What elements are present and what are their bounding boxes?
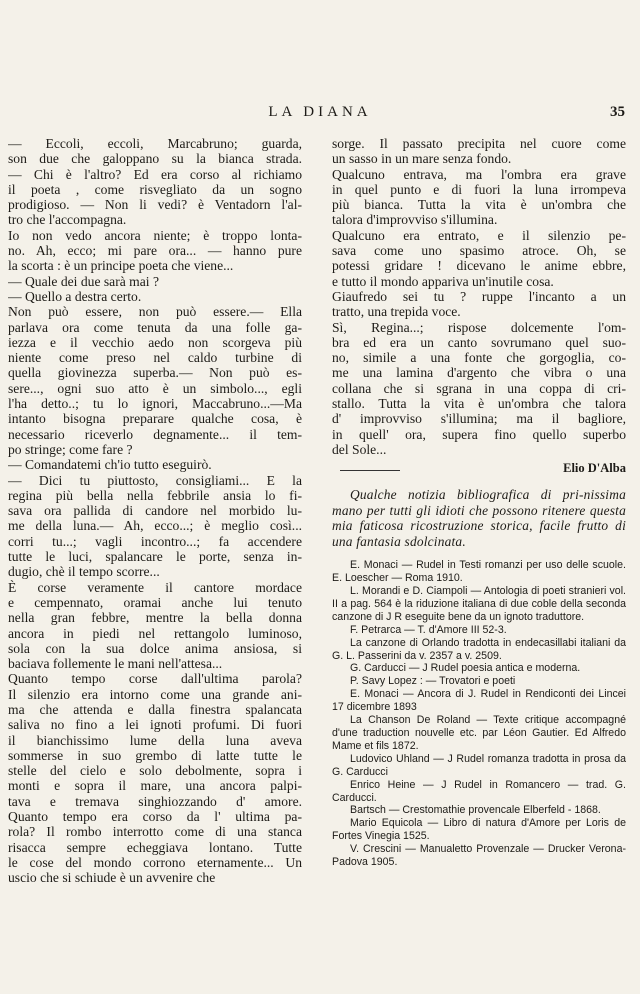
bibliography-entry: E. Monaci — Rudel in Testi romanzi per uso delle scuole. E. Loescher — Roma 1910. (332, 559, 626, 585)
text-line: son due che galoppano su la bianca strada. (8, 151, 302, 167)
text-line: sere..., ogni suo atto è un simbolo..., egli (8, 380, 302, 396)
bibliography-entry: V. Crescini — Manualetto Provenzale — Drucker Verona-Padova 1905. (332, 843, 626, 869)
text-line: ma che attenda e dalla finestra spalancata (8, 701, 302, 717)
text-line: la scorta : è un principe poeta che viene... (8, 258, 234, 274)
bibliography-list (332, 559, 626, 869)
text-line: bra ed era un canto sovrumano quel suo- (332, 334, 626, 350)
text-line: parlava ora come tenuta da una folle ga- (8, 319, 302, 335)
text-line: del Sole... (332, 441, 387, 457)
right-column-text (332, 136, 626, 457)
text-line: — Quello a destra certo. (8, 288, 142, 304)
text-line: quella giovinezza superba.— Non può es- (8, 365, 302, 381)
bibliography-entry: E. Monaci — Ancora di J. Rudel in Rendiconti dei Lincei 17 dicembre 1893 (332, 688, 626, 714)
text-line: — Quale dei due sarà mai ? (8, 273, 159, 289)
text-line: l'ha detto..; tu lo ignori, Maccabruno...—Ma (8, 396, 302, 412)
bibliography-entry: P. Savy Lopez : — Trovatori e poeti (350, 675, 516, 688)
text-line: Io non vedo ancora niente; è troppo lonta- (8, 227, 302, 243)
bibliography-entry: La Chanson De Roland — Texte critique accompagné d'une traduction nouvelle etc. par Léon Gautier. Ed Alfredo Mame et fils 1872. (332, 714, 626, 752)
text-line: in quel punto e di fuori la luna irrompeva (332, 181, 626, 197)
text-line: Sì, Regina...; rispose dolcemente l'om- (332, 319, 626, 335)
text-line: Giaufredo sei tu ? ruppe l'incanto a un (332, 288, 626, 304)
text-line: — Chi è l'altro? Ed era corso al richiamo (8, 166, 302, 182)
text-line: tutte le luci, spalancare le porte, senza in- (8, 549, 302, 565)
text-line: Qualcuno entrava, ma l'ombra era grave (332, 166, 626, 182)
text-line: sommerse in suo grembo di latte tutte le (8, 747, 302, 763)
running-title: LA DIANA (268, 104, 372, 120)
bibliography-entry: La canzone di Orlando tradotta in endecasillabi italiani da G. L. Passerini da v. 2357 a v. 2509. (332, 636, 626, 662)
text-line: e cempennato, oramai anche lui tenuto (8, 594, 302, 610)
text-line: no. Ah, ecco; mi pare ora... — hanno pure (8, 243, 302, 259)
author-signature: Elio D'Alba (563, 461, 626, 476)
bibliography-entry: L. Morandi e D. Ciampoli — Antologia di poeti stranieri vol. II a pag. 564 è la riduzione italiana di due coble della seconda canzone di J R eseguite bene da un ignoto traduttore. (332, 585, 626, 623)
text-line: stallo. Tutta la vita è un'ombra che talora (332, 396, 626, 412)
text-line: regina più bella nella febbrile ansia lo fi- (8, 487, 302, 503)
text-line: È corse veramente il cantore mordace (8, 579, 302, 595)
text-line: tro che l'accompagna. (8, 212, 127, 228)
text-line: Qualcuno era entrato, e il silenzio pe- (332, 227, 626, 243)
text-line: dugio, chè il tempo scorre... (8, 564, 160, 580)
text-line: rola? Il rombo interrotto come di una stanca (8, 824, 302, 840)
text-line: Quanto tempo corse dall'ultima parola? (8, 671, 302, 687)
text-line: niente come preso nel caldo turbine di (8, 350, 302, 366)
text-line: — Eccoli, eccoli, Marcabruno; guarda, (8, 136, 302, 151)
text-line: saliva no fino a lei ignoti profumi. Di fuori (8, 717, 302, 733)
signature-block (332, 461, 626, 479)
text-line: sava ora pallida di candore nel morbido lu- (8, 503, 302, 519)
text-line: baciava follemente le mani nell'attesa... (8, 656, 223, 672)
text-line: Quanto tempo era corso da l' ultima pa- (8, 809, 302, 825)
text-line: tava e tremava singhiozzando d' amore. (8, 793, 302, 809)
page-header (0, 102, 640, 126)
text-line: sola con la sua dolce anima ansiosa, si (8, 640, 302, 656)
text-line: collana che si sgrana in una coppa di cri- (332, 380, 626, 396)
text-line: sorge. Il passato precipita nel cuore come (332, 136, 626, 151)
text-line: Il silenzio era intorno come una grande ani- (8, 686, 302, 702)
text-line: monti e sopra il mare, una ancora palpi- (8, 778, 302, 794)
text-line: d' improvviso s'illumina; ma il bagliore, (332, 411, 626, 427)
text-line: sava come uno spasimo atroce. Oh, se (332, 243, 626, 259)
text-line: no, simile a una fonte che gorgoglia, co- (332, 350, 626, 366)
text-line: prodigioso. — Non li vedi? è Ventadorn l'al- (8, 197, 302, 213)
signature-rule (340, 470, 400, 471)
text-line: il poeta , come risvegliato da un sogno (8, 181, 302, 197)
text-line: po stringe; come fare ? (8, 441, 133, 457)
text-line: uscio che si schiude è un avvenire che (8, 870, 216, 886)
bibliography-entry: Ludovico Uhland — J Rudel romanza tradotta in prosa da G. Carducci (332, 752, 626, 778)
text-line: iezza e il vecchio aedo non scorgeva più (8, 334, 302, 350)
text-line: in quell' ora, supera fino quello superbo (332, 426, 626, 442)
bibliographic-note: Qualche notizia bibliografica di pri-nissima mano per tutti gli idioti che possono ritenere questa mia faticosa ricostruzione storica, facile frutto di una fantasia sdolcinata. (332, 487, 626, 549)
text-line: il bianchissimo lume della luna aveva (8, 732, 302, 748)
text-line: potessi gridare ! dicevano le anime ebbre, (332, 258, 626, 274)
page-number: 35 (610, 104, 625, 120)
text-line: e tutto il mondo appariva un'inutile cosa. (332, 273, 554, 289)
bibliography-entry: Mario Equicola — Libro di natura d'Amore per Loris de Fortes Vinegia 1525. (332, 817, 626, 843)
text-line: un sasso in un mare senza fondo. (332, 151, 512, 167)
text-line: Non può essere, non può essere.— Ella (8, 304, 302, 320)
text-line: — Comandatemi ch'io tutto eseguirò. (8, 457, 212, 473)
text-line: — Dici tu piuttosto, consigliami... E la (8, 472, 302, 488)
text-line: ancora in piedi nel rettangolo luminoso, (8, 625, 302, 641)
right-column (332, 136, 626, 869)
text-line: più bianca. Tutta la vita è un'ombra che (332, 197, 626, 213)
text-line: stelle del cielo e solo debolmente, sopra i (8, 763, 302, 779)
bibliography-entry: F. Petrarca — T. d'Amore III 52-3. (350, 623, 507, 636)
bibliography-entry: Enrico Heine — J Rudel in Romancero — trad. G. Carducci. (332, 778, 626, 804)
left-column (8, 136, 302, 886)
text-line: me una lamina d'argento che vibra o una (332, 365, 626, 381)
text-line: nella gran febbre, mentre la bella donna (8, 610, 302, 626)
text-line: tratto, una trepida voce. (332, 304, 461, 320)
text-line: risacca sempre echeggiava lontano. Tutte (8, 839, 302, 855)
text-line: le cose del mondo corrono eternamente... Un (8, 854, 302, 870)
bibliography-entry: Bartsch — Crestomathie provencale Elberfeld - 1868. (350, 804, 601, 817)
bibliography-entry: G. Carducci — J Rudel poesia antica e moderna. (350, 662, 581, 675)
text-line: intanto bisogna preparare qualche cosa, è (8, 411, 302, 427)
text-line: talora d'improvviso s'illumina. (332, 212, 498, 228)
text-line: me della luna.— Ah, ecco...; è meglio così... (8, 518, 302, 534)
text-line: necessario riceverlo degnamente... il tem- (8, 426, 302, 442)
text-line: corri tu...; vagli incontro...; fa accendere (8, 533, 302, 549)
